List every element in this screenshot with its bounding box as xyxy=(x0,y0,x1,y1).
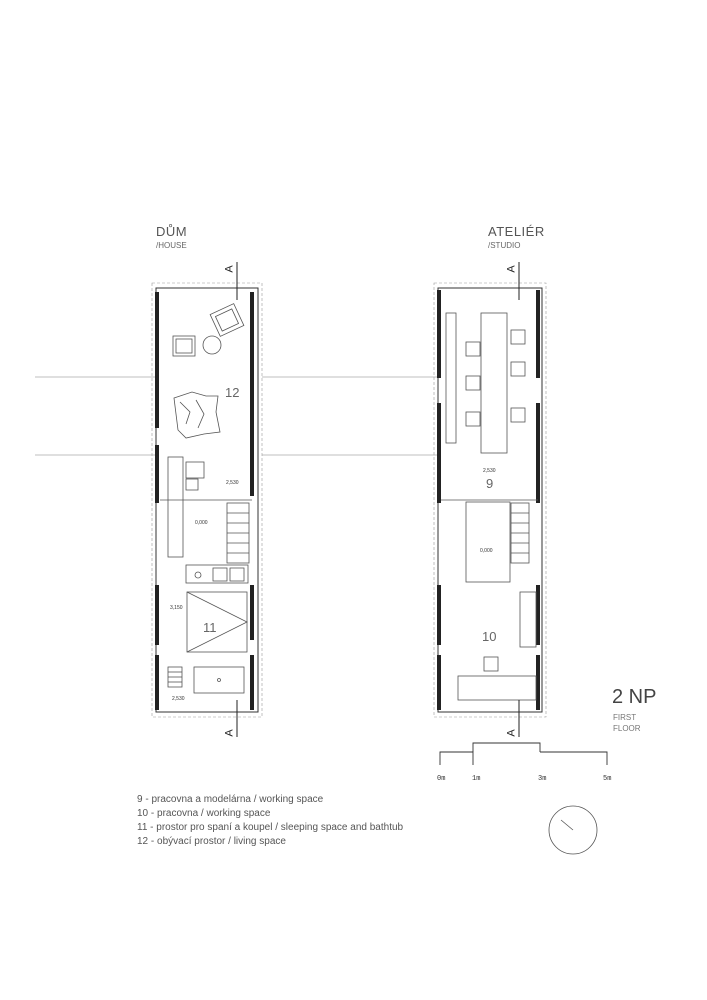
floor-code: 2 NP xyxy=(612,686,657,708)
floor-name-line2: FLOOR xyxy=(613,724,641,733)
level-room-11: 3,150 xyxy=(170,605,183,611)
studio-section-marker-top: A xyxy=(505,265,518,273)
house-subtitle: /HOUSE xyxy=(156,241,187,250)
legend-item-12: 12 - obývací prostor / living space xyxy=(137,836,286,847)
level-house-entry: 0,000 xyxy=(195,520,208,526)
scale-label-0m: 0m xyxy=(437,775,446,783)
studio-title: ATELIÉR xyxy=(488,224,545,239)
scale-bar xyxy=(440,743,607,765)
legend-item-10: 10 - pracovna / working space xyxy=(137,808,271,819)
room-number-12: 12 xyxy=(225,385,240,400)
scale-label-3m: 3m xyxy=(538,775,547,783)
studio-subtitle: /STUDIO xyxy=(488,241,521,250)
room-number-10: 10 xyxy=(482,629,497,644)
level-room-9: 2,530 xyxy=(483,468,496,474)
room-number-9: 9 xyxy=(486,476,494,491)
floor-name-line1: FIRST xyxy=(613,713,637,722)
studio-plan xyxy=(434,262,546,737)
level-room-10: 0,000 xyxy=(480,548,493,554)
level-room-12: 2,530 xyxy=(226,480,239,486)
scale-label-5m: 5m xyxy=(603,775,612,783)
house-section-marker-top: A xyxy=(223,265,236,273)
legend-item-9: 9 - pracovna a modelárna / working space xyxy=(137,794,324,805)
level-house-bottom: 2,530 xyxy=(172,696,185,702)
house-title: DŮM xyxy=(156,224,188,239)
room-number-11: 11 xyxy=(203,620,217,635)
studio-section-marker-bottom: A xyxy=(505,729,518,737)
house-plan xyxy=(152,262,262,737)
house-section-marker-bottom: A xyxy=(223,729,236,737)
scale-label-1m: 1m xyxy=(472,775,481,783)
legend-item-11: 11 - prostor pro spaní a koupel / sleeping space and bathtub xyxy=(137,822,404,833)
north-arrow xyxy=(549,806,597,854)
